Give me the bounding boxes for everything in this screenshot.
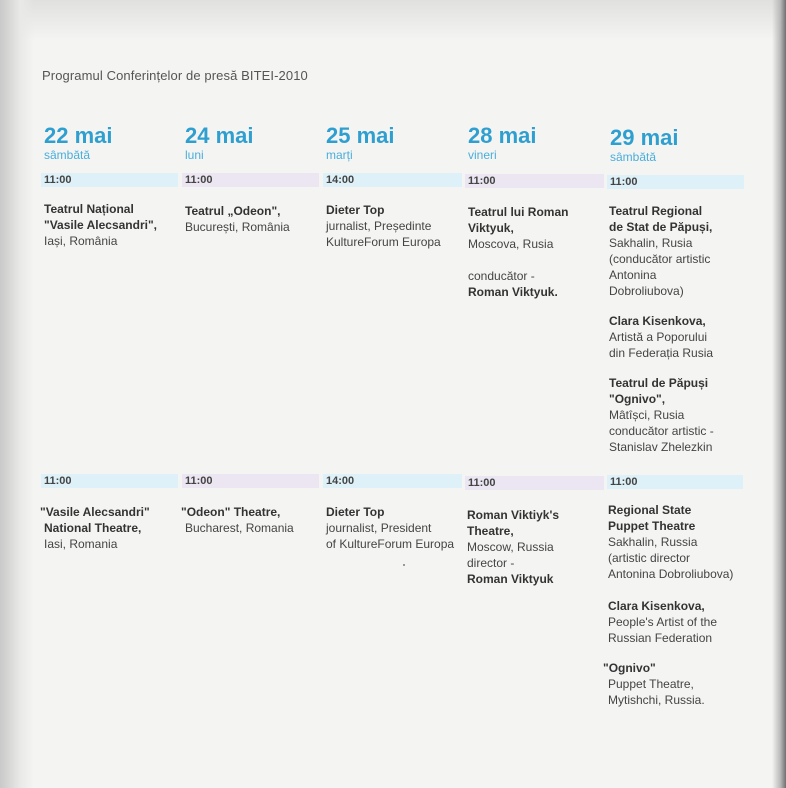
day-date: 28 mai <box>468 123 537 148</box>
entry-ro-sakhalin <box>609 203 712 299</box>
entry-line: Antonina <box>609 268 657 282</box>
day-weekday: vineri <box>468 148 497 162</box>
entry-line: Mytishchi, Russia. <box>608 693 705 707</box>
entry-line: "Vasile Alecsandri", <box>44 218 157 232</box>
time-bar-en-24: 11:00 <box>182 474 319 488</box>
entry-line: (artistic director <box>608 551 691 565</box>
entry-en-ognivo <box>603 660 705 708</box>
day-header-24 <box>185 124 254 162</box>
entry-line: Stanislav Zhelezkin <box>609 440 713 454</box>
entry-line: Regional State <box>608 503 692 517</box>
entry-line: Dobroliubova) <box>609 284 684 298</box>
entry-line: Teatrul Regional <box>609 204 703 218</box>
entry-en-dieter-top <box>326 504 454 552</box>
day-weekday: sâmbătă <box>44 148 91 162</box>
entry-line: Sakhalin, Russia <box>608 535 698 549</box>
entry-ro-national-theatre <box>44 201 157 249</box>
page-shadow-left <box>0 0 34 788</box>
entry-en-sakhalin <box>608 502 733 582</box>
day-header-28 <box>468 124 537 162</box>
entry-line: Sakhalin, Rusia <box>609 236 693 250</box>
entry-line: Moscova, Rusia <box>468 237 554 251</box>
day-header-29 <box>610 126 679 164</box>
entry-line: Bucharest, Romania <box>185 521 294 535</box>
entry-line: Roman Viktiyk's <box>467 508 560 522</box>
entry-line: Russian Federation <box>608 631 713 645</box>
entry-line: Clara Kisenkova, <box>608 599 705 613</box>
time-bar-ro-25: 14:00 <box>323 173 462 187</box>
day-weekday: sâmbătă <box>610 150 657 164</box>
entry-line: Iasi, Romania <box>44 537 118 551</box>
day-date: 29 mai <box>610 125 679 150</box>
entry-line: Teatrul de Păpuși <box>609 376 709 390</box>
entry-line: Teatrul Național <box>44 202 134 216</box>
entry-line: director - <box>467 556 515 570</box>
time-bar-en-25: 14:00 <box>323 474 462 488</box>
entry-line: Theatre, <box>467 524 514 538</box>
entry-line: conducător artistic - <box>609 424 714 438</box>
scan-speck <box>403 564 405 566</box>
entry-ro-odeon <box>185 203 290 235</box>
page-shadow-top <box>0 0 786 40</box>
entry-line: Teatrul lui Roman <box>468 205 569 219</box>
entry-en-viktyuk <box>467 507 559 587</box>
entry-line: journalist, President <box>326 521 432 535</box>
entry-ro-ognivo <box>609 375 714 455</box>
day-weekday: luni <box>185 148 204 162</box>
entry-line: Dieter Top <box>326 203 385 217</box>
day-header-25 <box>326 124 395 162</box>
time-bar-ro-28: 11:00 <box>465 174 604 188</box>
day-date: 25 mai <box>326 123 395 148</box>
entry-line: Moscow, Russia <box>467 540 554 554</box>
entry-line: conducător - <box>468 269 535 283</box>
entry-line: People's Artist of the <box>608 615 718 629</box>
entry-line: National Theatre, <box>44 521 142 535</box>
time-bar-ro-22: 11:00 <box>41 173 178 187</box>
entry-line: Artistă a Poporului <box>609 330 708 344</box>
day-weekday: marți <box>326 148 353 162</box>
time-bar-en-22: 11:00 <box>41 474 178 488</box>
entry-en-national-theatre <box>40 504 150 552</box>
entry-ro-clara <box>609 313 713 361</box>
day-header-22 <box>44 124 113 162</box>
time-bar-ro-24: 11:00 <box>182 173 319 187</box>
entry-line: "Vasile Alecsandri" <box>40 505 150 519</box>
entry-line: Antonina Dobroliubova) <box>608 567 734 581</box>
entry-line: Clara Kisenkova, <box>609 314 706 328</box>
time-bar-en-29: 11:00 <box>607 475 743 489</box>
entry-line: București, România <box>185 220 290 234</box>
entry-en-clara <box>608 598 717 646</box>
entry-ro-dieter-top <box>326 202 441 250</box>
entry-line: din Federația Rusia <box>609 346 714 360</box>
entry-line: Iași, România <box>44 234 118 248</box>
entry-line: Viktyuk, <box>468 221 514 235</box>
entry-line: KultureForum Europa <box>326 235 441 249</box>
entry-ro-viktyuk <box>468 204 568 300</box>
entry-line: "Odeon" Theatre, <box>181 505 281 519</box>
entry-line: jurnalist, Președinte <box>326 219 432 233</box>
time-bar-en-28: 11:00 <box>465 476 604 490</box>
entry-line: Roman Viktyuk <box>467 572 554 586</box>
day-date: 24 mai <box>185 123 254 148</box>
page-shadow-right <box>772 0 786 788</box>
entry-line: Mâtîșci, Rusia <box>609 408 685 422</box>
day-date: 22 mai <box>44 123 113 148</box>
document-title: Programul Conferințelor de presă BITEI-2010 <box>42 68 308 83</box>
entry-line: "Ognivo", <box>609 392 666 406</box>
entry-line: Teatrul „Odeon", <box>185 204 281 218</box>
entry-line: de Stat de Păpuși, <box>609 220 713 234</box>
entry-line: Puppet Theatre <box>608 519 696 533</box>
entry-line: Puppet Theatre, <box>608 677 694 691</box>
entry-en-odeon <box>181 504 294 536</box>
time-bar-ro-29: 11:00 <box>607 175 744 189</box>
entry-line: Dieter Top <box>326 505 385 519</box>
entry-line: Roman Viktyuk. <box>468 285 558 299</box>
entry-line: "Ognivo" <box>603 661 656 675</box>
entry-line: of KultureForum Europa <box>326 537 455 551</box>
entry-line: (conducător artistic <box>609 252 711 266</box>
